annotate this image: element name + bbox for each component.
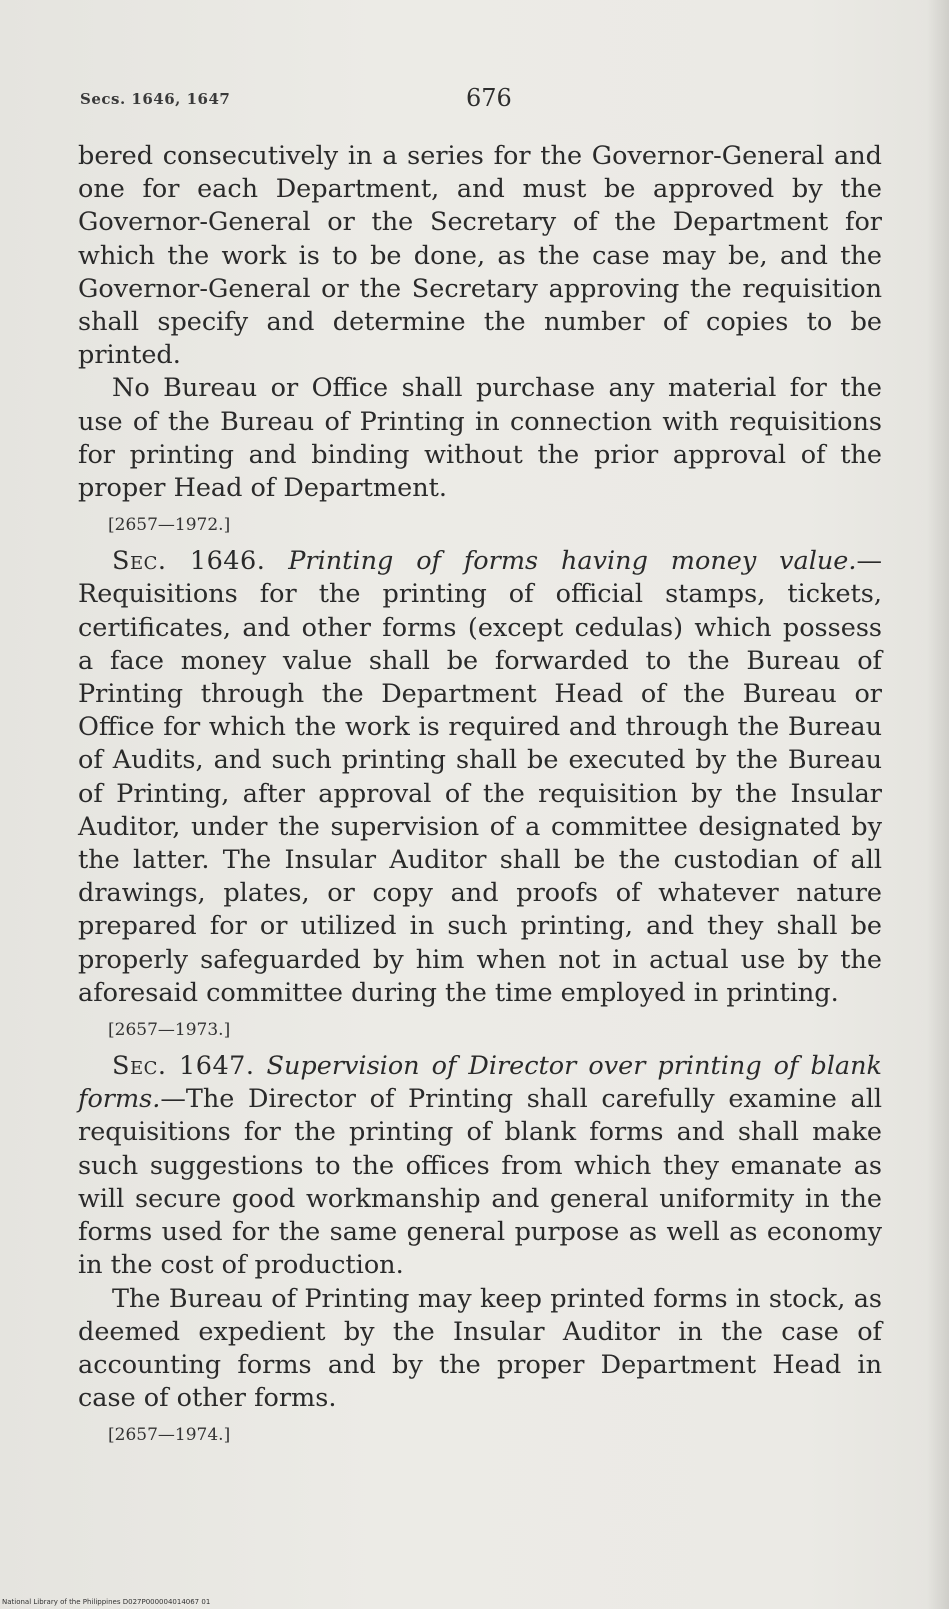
- section-1647-text: —The Director of Printing shall carefully examine all requisitions for the printing of blank forms and shall make such suggestions to the offices from which they emanate as will secure good workmanship and general uniformity in the forms used for the same general purpose as well as economy in the cost of production.: [78, 1084, 882, 1281]
- section-1647-label: Sec. 1647.: [112, 1051, 255, 1082]
- paragraph-purchase-restriction: No Bureau or Office shall purchase any material for the use of the Bureau of Printing in connection with requisitions for printing and binding without the prior approval of the proper Head of Department.: [78, 373, 882, 504]
- page-edge-shadow: [927, 0, 949, 1609]
- section-1647: [78, 1050, 882, 1282]
- page-number: 676: [466, 84, 512, 112]
- page-body: [78, 140, 882, 1455]
- section-reference: Secs. 1646, 1647: [80, 90, 231, 108]
- section-1646-title: Printing of forms having money value.: [288, 546, 857, 577]
- page-header: [80, 84, 880, 116]
- scan-footer-watermark: National Library of the Philippines D027P000004014067 01: [2, 1598, 211, 1606]
- citation-1974: [2657—1974.]: [108, 1425, 231, 1446]
- section-1646-text: —Requisitions for the printing of official stamps, tickets, certificates, and other forms (except cedulas) which possess a face money value shall be forwarded to the Bureau of Printing through the Department Head of the Bureau or Office for which the work is required and through the Bureau of Audits, and such printing shall be executed by the Bureau of Printing, after approval of the requisition by the Insular Auditor, under the supervision of a committee designated by the latter. The Insular Auditor shall be the custodian of all drawings, plates, or copy and proofs of whatever nature prepared for or utilized in such printing, and they shall be properly safeguarded by him when not in actual use by the aforesaid committee during the time employed in printing.: [78, 546, 883, 1008]
- section-1646-label: Sec. 1646.: [112, 546, 266, 577]
- section-1647-title: Supervision of Director over printing of blank forms.: [78, 1051, 883, 1115]
- paragraph-stock-forms: The Bureau of Printing may keep printed forms in stock, as deemed expedient by the Insular Auditor in the case of accounting forms and by the proper Department Head in case of other forms.: [78, 1283, 882, 1414]
- section-1646: [78, 545, 882, 1010]
- citation-1973: [2657—1973.]: [108, 1020, 231, 1041]
- citation-1972: [2657—1972.]: [108, 515, 231, 536]
- paragraph-continuation: bered consecutively in a series for the Governor-General and one for each Department, and must be approved by the Governor-General or the Secretary of the Department for which the work is to be done, as the case may be, and the Governor-General or the Secretary approving the requisition shall specify and determine the number of copies to be printed.: [78, 141, 882, 371]
